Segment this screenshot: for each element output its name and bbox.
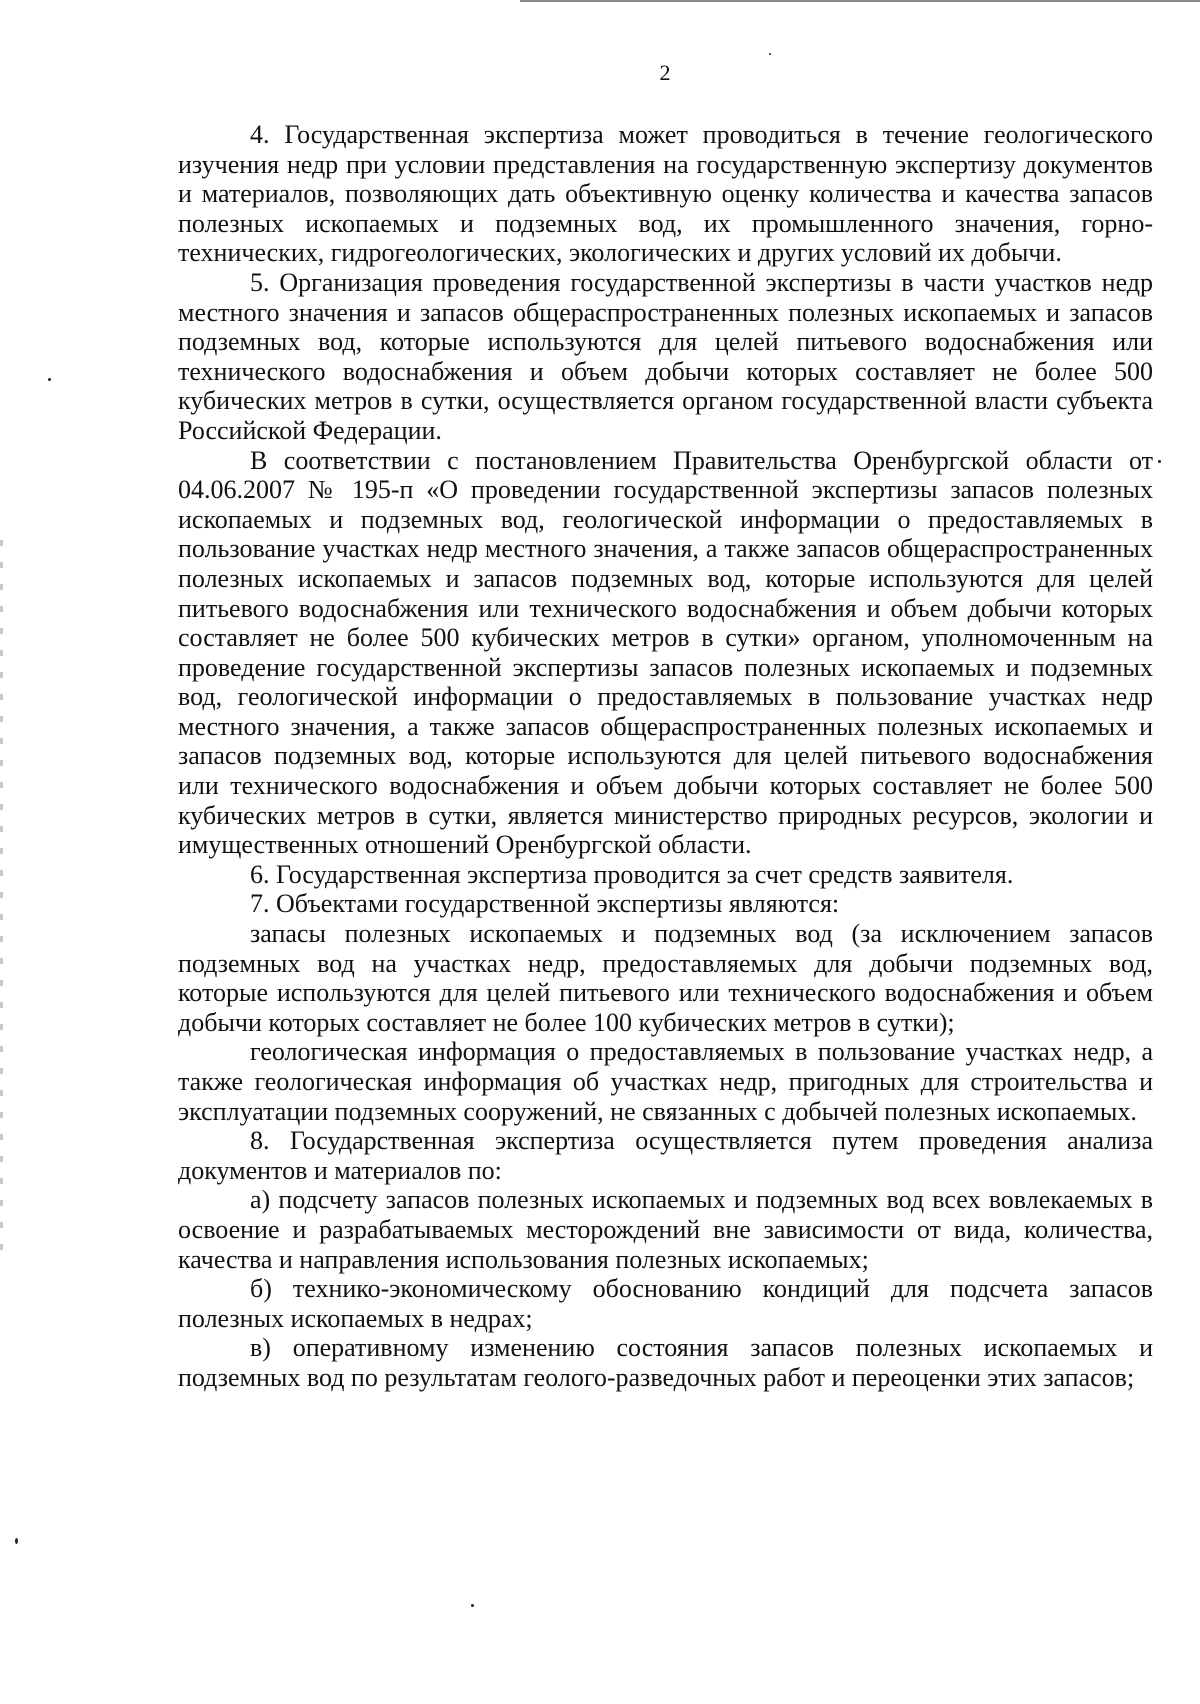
scan-speck	[769, 53, 771, 55]
scan-top-edge-line	[520, 0, 1200, 2]
paragraph-8: 8. Государственная экспертиза осуществляется путем проведения анализа документов и материалов по:	[178, 1126, 1153, 1185]
paragraph-4: 4. Государственная экспертиза может проводиться в течение геологического изучения недр при условии представления на государственную экспертизу документов и материалов, позволяющих дать объективную оценку количества и качества запасов полезных ископаемых и подземных вод, их промышленного значения, горно-технических, гидрогеологических, экологических и других условий их добычи.	[178, 120, 1153, 268]
paragraph-8-a: а) подсчету запасов полезных ископаемых и подземных вод всех вовлекаемых в освоение и разрабатываемых месторождений вне зависимости от вида, количества, качества и направления использования полезных ископаемых;	[178, 1185, 1153, 1274]
page-number: 2	[659, 60, 671, 85]
scan-speck	[48, 378, 51, 381]
scan-speck	[15, 1538, 18, 1544]
paragraph-8-c: в) оперативному изменению состояния запасов полезных ископаемых и подземных вод по результатам геолого-разведочных работ и переоценки этих запасов;	[178, 1333, 1153, 1392]
paragraph-regional-authority: В соответствии с постановлением Правительства Оренбургской области от 04.06.2007 № 195-п «О проведении государственной экспертизы запасов полезных ископаемых и подземных вод, геологической информации о предоставляемых в пользование участках недр местного значения, а также запасов общераспространенных полезных ископаемых и запасов подземных вод, которые используются для целей питьевого водоснабжения или технического водоснабжения и объем добычи которых составляет не более 500 кубических метров в сутки» органом, уполномоченным на проведение государственной экспертизы запасов полезных ископаемых и подземных вод, геологической информации о предоставляемых в пользование участках недр местного значения, а также запасов общераспространенных полезных ископаемых и запасов подземных вод, которые используются для целей питьевого водоснабжения или технического водоснабжения и объем добычи которых составляет не более 500 кубических метров в сутки, является министерство природных ресурсов, экологии и имущественных отношений Оренбургской области.	[178, 445, 1153, 860]
paragraph-7: 7. Объектами государственной экспертизы являются:	[250, 889, 840, 919]
document-body	[178, 120, 1153, 1393]
scan-speck	[471, 1604, 474, 1607]
paragraph-6: 6. Государственная экспертиза проводится за счет средств заявителя.	[250, 859, 1014, 889]
scan-left-edge-marks	[0, 540, 3, 1260]
scan-speck	[1158, 460, 1161, 463]
paragraph-7-geological-info: геологическая информация о предоставляемых в пользование участках недр, а также геологическая информация об участках недр, пригодных для строительства и эксплуатации подземных сооружений, не связанных с добычей полезных ископаемых.	[178, 1037, 1153, 1126]
paragraph-5: 5. Организация проведения государственной экспертизы в части участков недр местного значения и запасов общераспространенных полезных ископаемых и запасов подземных вод, которые используются для целей питьевого водоснабжения или технического водоснабжения и объем добычи которых составляет не более 500 кубических метров в сутки, осуществляется органом государственной власти субъекта Российской Федерации.	[178, 267, 1153, 445]
paragraph-7-reserves: запасы полезных ископаемых и подземных вод (за исключением запасов подземных вод на участках недр, предоставляемых для добычи подземных вод, которые используются для целей питьевого или технического водоснабжения и объем добычи которых составляет не более 100 кубических метров в сутки);	[178, 919, 1153, 1037]
paragraph-8-b: б) технико-экономическому обоснованию кондиций для подсчета запасов полезных ископаемых в недрах;	[178, 1274, 1153, 1333]
